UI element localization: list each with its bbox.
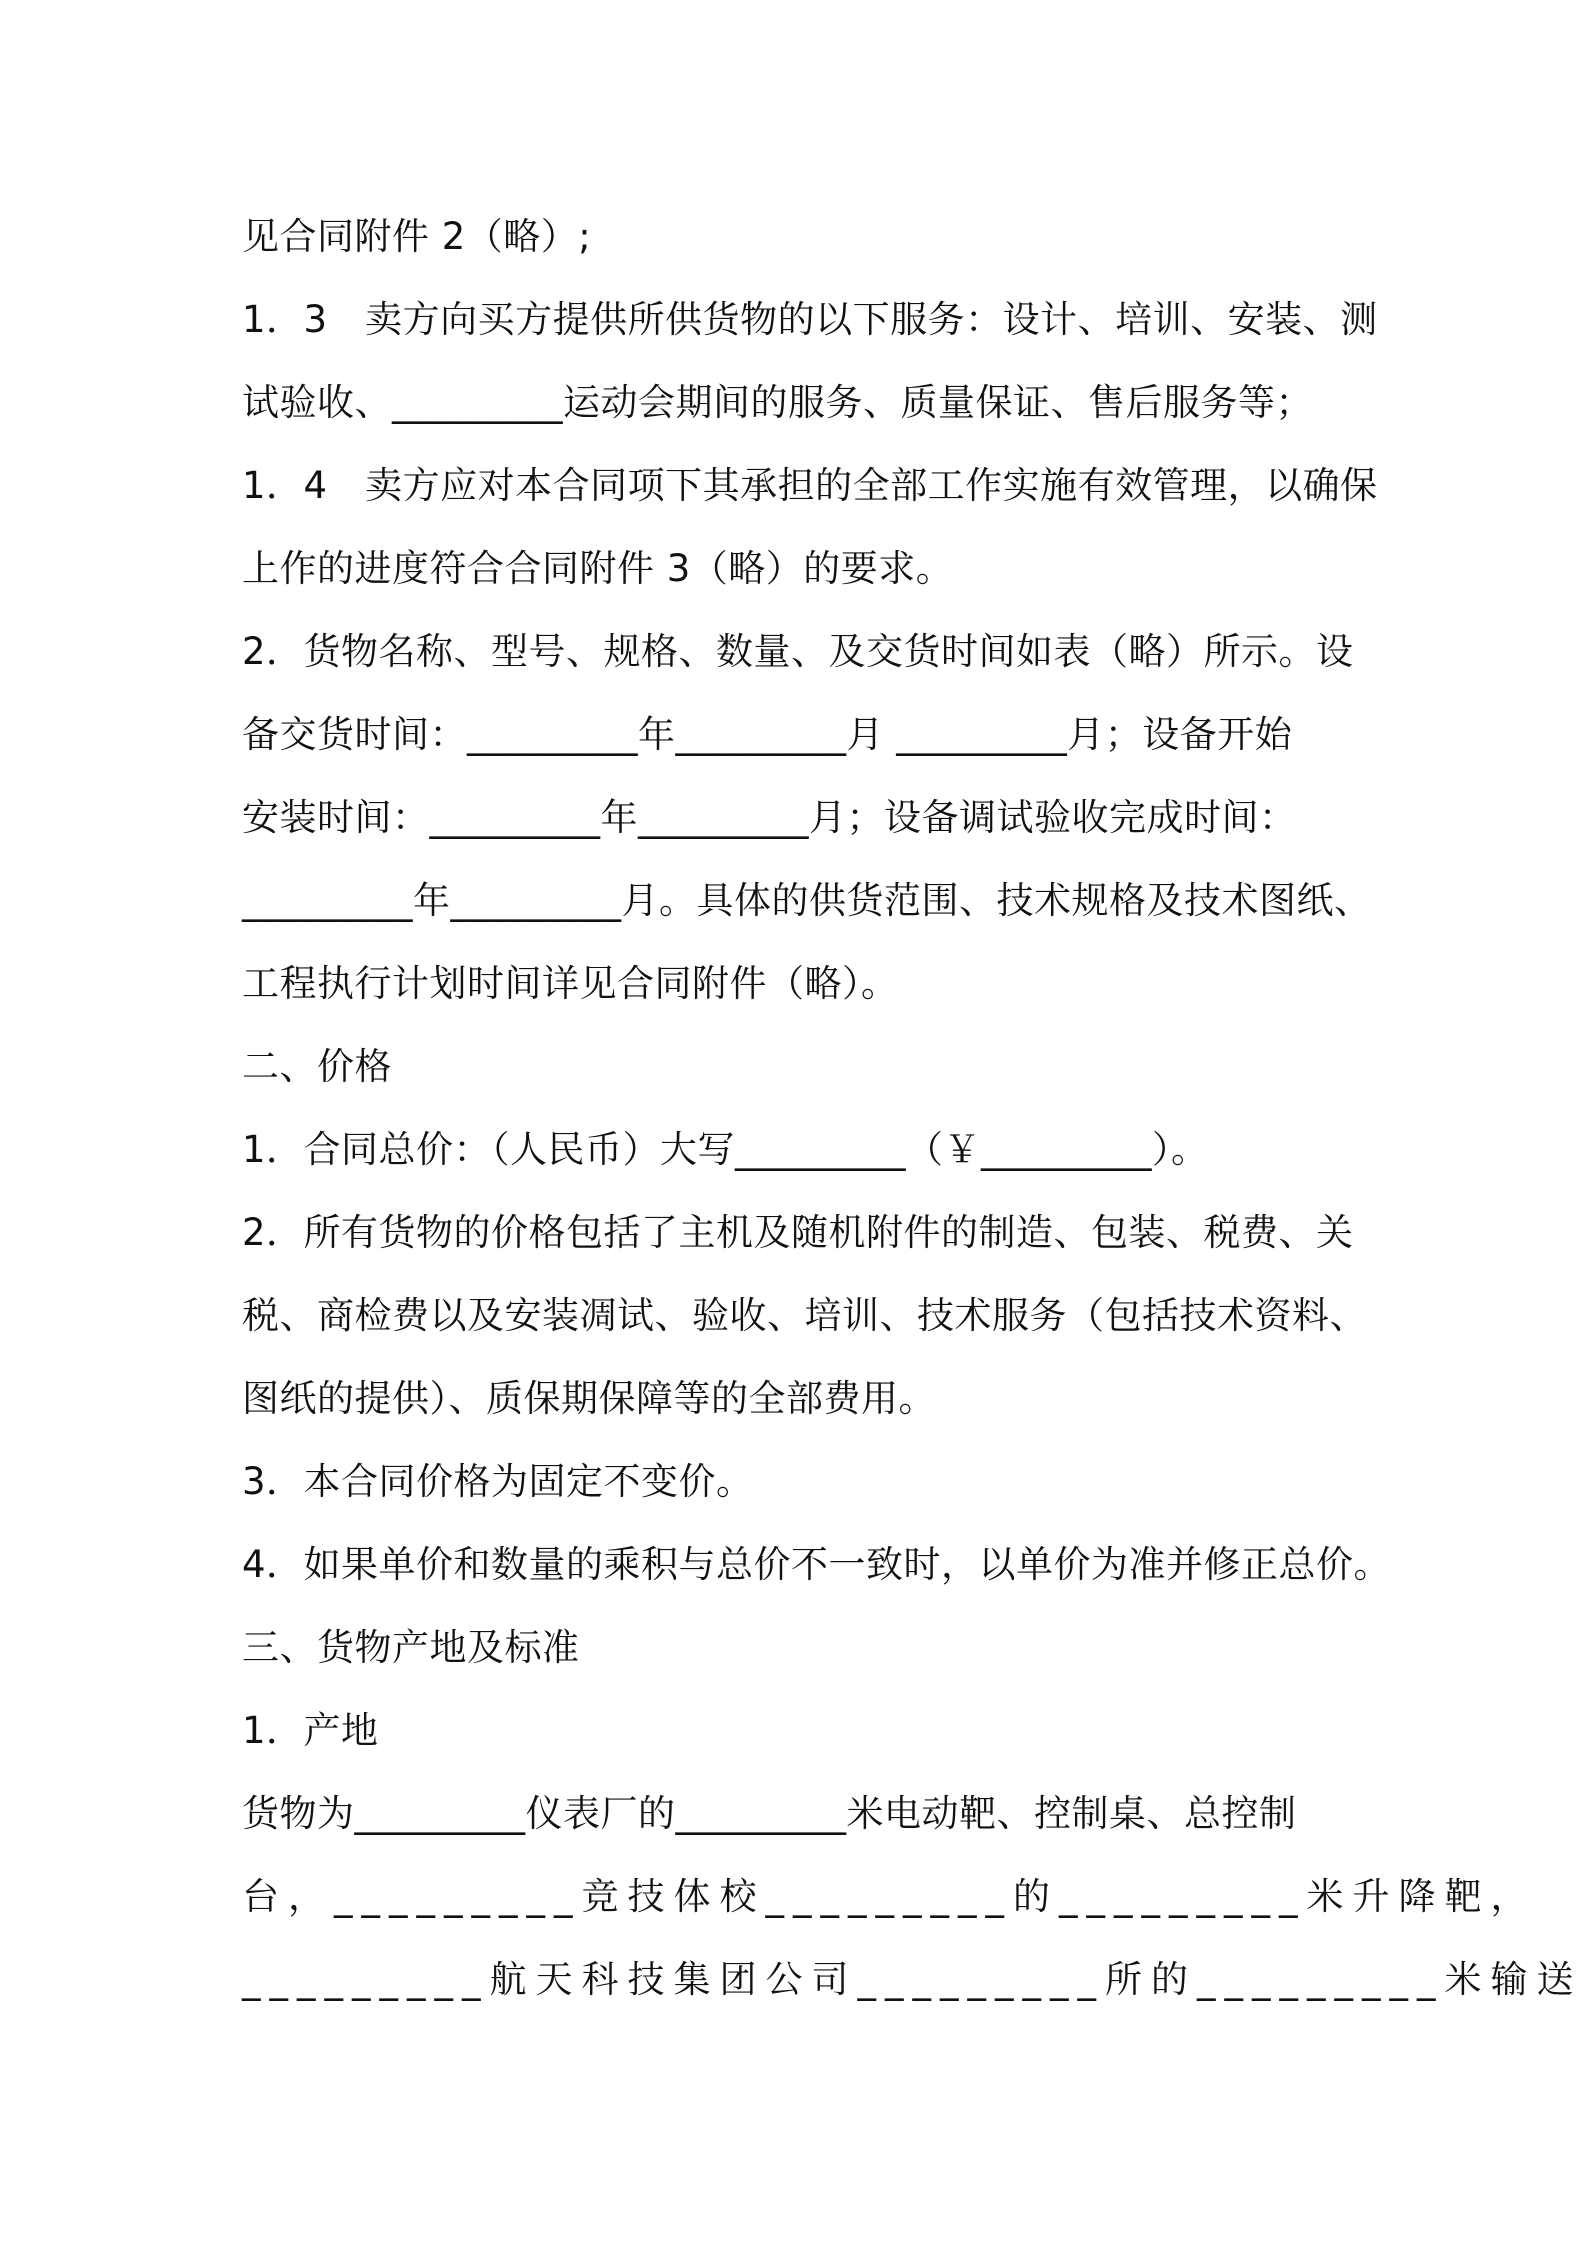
price-clause-4-line: 4．如果单价和数量的乘积与总价不一致时，以单价为准并修正总价。 xyxy=(242,1543,1392,1586)
document-body xyxy=(242,195,1583,2021)
price-clause-1-line: 1．合同总价：（人民币）大写_________（￥_________）。 xyxy=(242,1128,1209,1171)
text-line: 图纸的提供）、质保期保障等的全部费用。 xyxy=(242,1377,936,1420)
section-heading-origin: 三、货物产地及标准 xyxy=(242,1626,580,1669)
section-heading-price: 二、价格 xyxy=(242,1045,392,1088)
text-line: 工程执行计划时间详见合同附件（略）。 xyxy=(242,962,899,1005)
origin-clause-1-line: 1．产地 xyxy=(242,1709,379,1752)
clause-2-line: 2．货物名称、型号、规格、数量、及交货时间如表（略）所示。设 xyxy=(242,630,1354,673)
clause-1-3-line: 1．3 卖方向买方提供所供货物的以下服务：设计、培训、安装、测 xyxy=(242,298,1378,341)
text-line: 试验收、_________运动会期间的服务、质量保证、售后服务等； xyxy=(242,381,1313,424)
text-line: 税、商检费以及安装凋试、验收、培训、技术服务（包括技术资料、 xyxy=(242,1294,1367,1337)
text-line: 见合同附件 2（略）; xyxy=(242,215,592,258)
text-line: 货物为_________仪表厂的_________米电动靶、控制桌、总控制 xyxy=(242,1792,1297,1835)
text-line: 安装时间：_________年_________月；设备调试验收完成时间： xyxy=(242,796,1297,839)
text-line: 备交货时间：_________年_________月 _________月；设备开始 xyxy=(242,713,1293,756)
price-clause-3-line: 3．本合同价格为固定不变价。 xyxy=(242,1460,754,1503)
text-line: 上作的进度符合合同附件 3（略）的要求。 xyxy=(242,547,954,590)
text-line: 台，_________竞技体校_________的_________米升降靶， xyxy=(242,1875,1537,1918)
clause-1-4-line: 1．4 卖方应对本合同项下其承担的全部工作实施有效管理，以确保 xyxy=(242,464,1378,507)
price-clause-2-line: 2．所有货物的价格包括了主机及随机附件的制造、包装、税费、关 xyxy=(242,1211,1354,1254)
text-line: _________航天科技集团公司_________所的_________米输送 xyxy=(242,1958,1583,2001)
text-line: _________年_________月。具体的供货范围、技术规格及技术图纸、 xyxy=(242,879,1372,922)
